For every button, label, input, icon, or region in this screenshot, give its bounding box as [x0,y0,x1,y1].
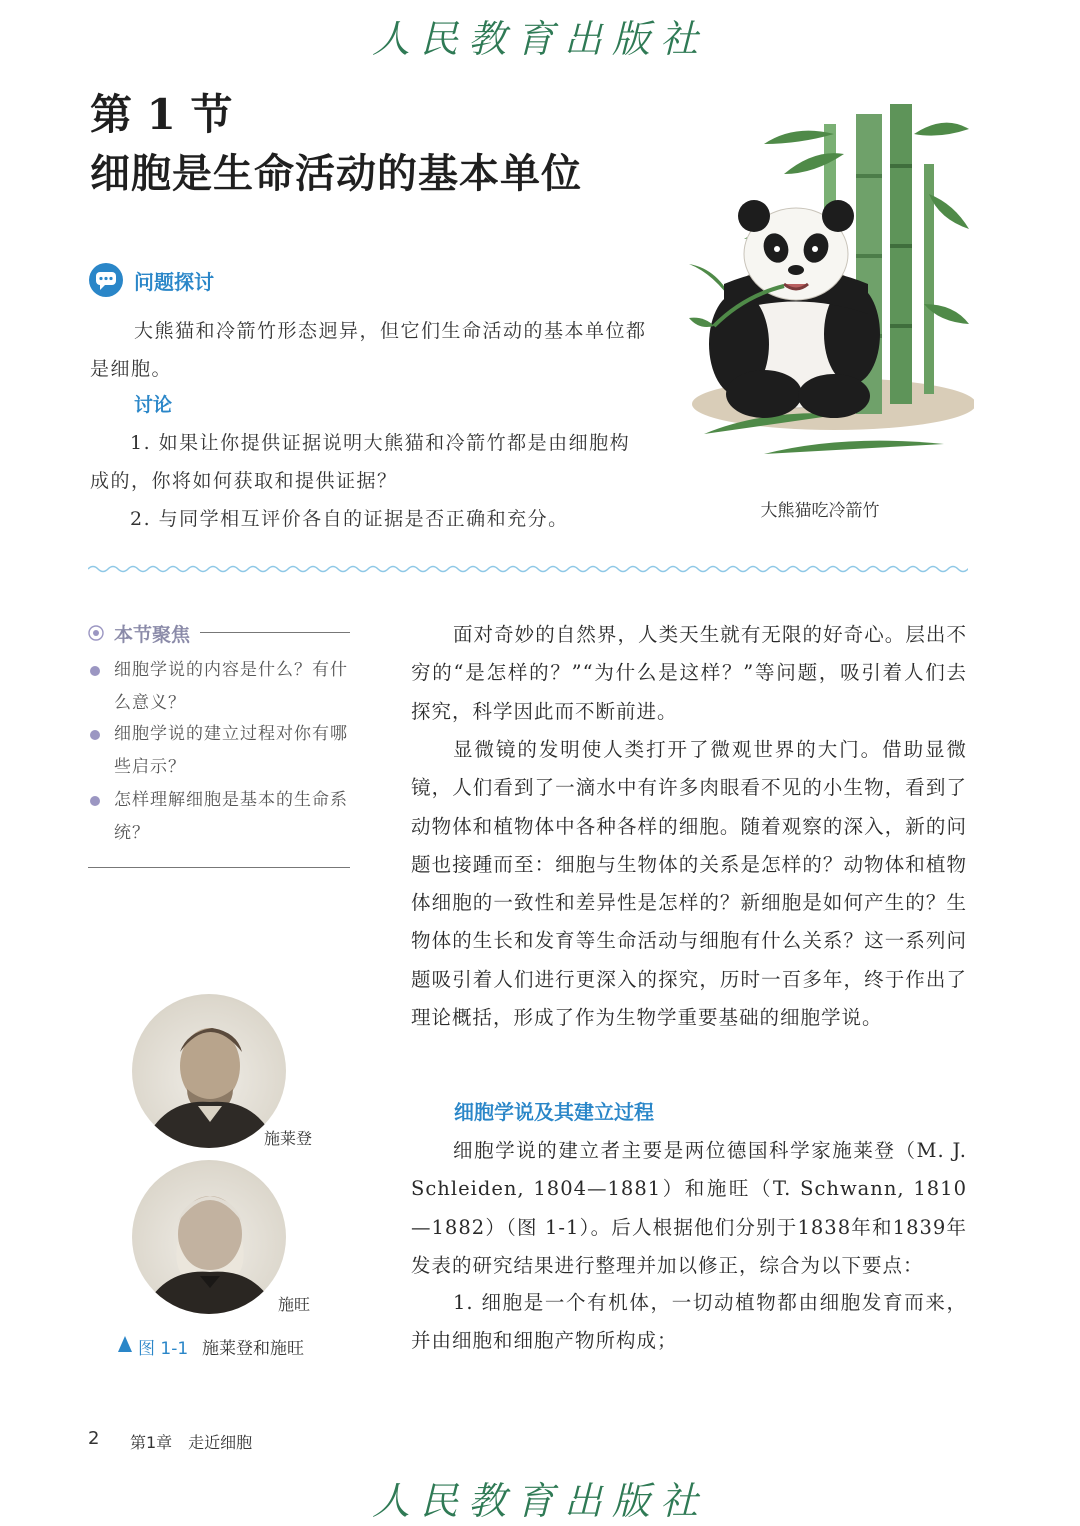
focus-item-text: 细胞学说的建立过程对你有哪些启示？ [114,724,348,777]
chapter-label: 第1章 走近细胞 [130,1433,253,1452]
panda-caption: 大熊猫吃冷箭竹 [760,501,880,521]
chat-bubble-icon [88,262,124,298]
focus-item [88,718,352,784]
body-paragraph-2: 显微镜的发明使人类打开了微观世界的大门。借助显微镜，人们看到了一滴水中有许多肉眼看不见的小生物，看到了动物体和植物体中各种各样的细胞。随着观察的深入，新的问题也接踵而至：细胞与生物体的关系是怎样的？动物体和植物体细胞的一致性和差异性是怎样的？新细胞是如何产生的？生物体的生长和发育等生命活动与细胞有什么关系？这一系列问题吸引着人们进行更深入的探究，历时一百多年，终于作出了理论概括，形成了作为生物学重要基础的细胞学说。 [411,738,967,1030]
triangle-marker-icon [118,1336,132,1352]
publisher-watermark-bottom: 人民教育出版社 [371,1479,708,1523]
figure-caption: 施莱登和施旺 [202,1339,304,1359]
publisher-watermark-top: 人民教育出版社 [371,17,708,61]
body-paragraph-4: 1. 细胞是一个有机体，一切动植物都由细胞发育而来，并由细胞和细胞产物所构成； [411,1291,967,1353]
subsection-heading: 细胞学说及其建立过程 [454,1100,654,1124]
bullet-icon [90,730,100,740]
figure-label: 图 1-1 [138,1339,189,1359]
panda-bamboo-illustration [684,104,974,494]
bullet-icon [90,796,100,806]
schwann-portrait [132,1160,286,1314]
wavy-divider [88,562,968,576]
focus-item-text: 细胞学说的内容是什么？有什么意义？ [114,660,348,713]
schwann-label: 施旺 [278,1295,311,1314]
focus-item-text: 怎样理解细胞是基本的生命系统？ [114,790,348,843]
target-icon [88,625,104,641]
page-number: 2 [88,1428,100,1449]
discuss-item-2: 2. 与同学相互评价各自的证据是否正确和充分。 [130,508,569,530]
schleiden-label: 施莱登 [264,1129,313,1148]
focus-title-rule [200,632,350,633]
body-paragraph-3: 细胞学说的建立者主要是两位德国科学家施莱登（M. J. Schleiden, 1804—1881）和施旺（T. Schwann, 1810—1882）（图 1-1）。后人根据他们分别于1838年和1839年发表的研究结果进行整理并加以修正，综合为以下要点： [411,1139,967,1277]
discuss-label: 讨论 [134,394,173,416]
schleiden-portrait [132,994,286,1148]
section-title: 细胞是生命活动的基本单位 [90,150,582,197]
question-heading: 问题探讨 [134,270,214,294]
focus-title: 本节聚焦 [114,624,191,646]
question-intro: 大熊猫和冷箭竹形态迥异，但它们生命活动的基本单位都是细胞。 [90,320,647,380]
section-number: 第 1 节 [90,90,233,139]
bullet-icon [90,666,100,676]
focus-item [88,784,352,850]
discuss-item-1: 1. 如果让你提供证据说明大熊猫和冷箭竹都是由细胞构成的，你将如何获取和提供证据？ [90,432,631,492]
body-paragraph-1: 面对奇妙的自然界，人类天生就有无限的好奇心。层出不穷的“是怎样的？”“为什么是这样？”等问题，吸引着人们去探究，科学因此而不断前进。 [411,623,967,723]
focus-item [88,654,352,720]
focus-bottom-rule [88,867,350,868]
